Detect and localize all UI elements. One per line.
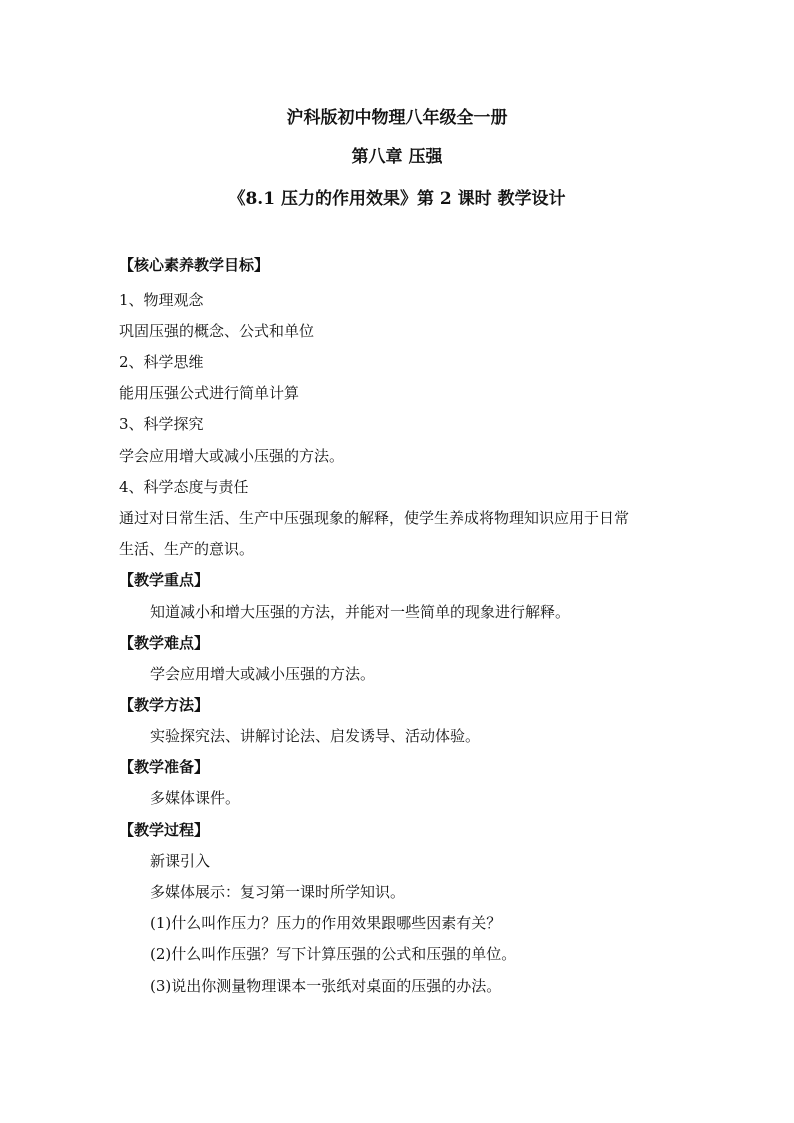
objective-text: 学会应用增大或减小压强的方法。 bbox=[119, 447, 345, 465]
objective-text: 能用压强公式进行简单计算 bbox=[119, 384, 300, 402]
key-points-text: 知道减小和增大压强的方法，并能对一些简单的现象进行解释。 bbox=[150, 603, 571, 621]
chapter-title: 第八章 压强 bbox=[351, 147, 443, 167]
objective-label: 4、科学态度与责任 bbox=[119, 478, 249, 496]
process-line: 新课引入 bbox=[150, 852, 211, 870]
lesson-title: 《8.1 压力的作用效果》第 2 课时 教学设计 bbox=[228, 189, 566, 209]
preparation-heading: 【教学准备】 bbox=[119, 758, 210, 776]
process-line: (1)什么叫作压力？压力的作用效果跟哪些因素有关？ bbox=[150, 914, 502, 932]
document-title: 沪科版初中物理八年级全一册 bbox=[286, 108, 508, 128]
objective-label: 1、物理观念 bbox=[119, 291, 204, 309]
key-points-heading: 【教学重点】 bbox=[119, 571, 210, 589]
methods-heading: 【教学方法】 bbox=[119, 696, 210, 714]
methods-text: 实验探究法、讲解讨论法、启发诱导、活动体验。 bbox=[150, 727, 481, 745]
process-line: 多媒体展示：复习第一课时所学知识。 bbox=[150, 883, 406, 901]
objective-label: 3、科学探究 bbox=[119, 415, 204, 433]
objective-text: 生活、生产的意识。 bbox=[119, 540, 255, 558]
preparation-text: 多媒体课件。 bbox=[150, 789, 241, 807]
objectives-heading: 【核心素养教学目标】 bbox=[119, 256, 270, 274]
objective-label: 2、科学思维 bbox=[119, 353, 204, 371]
process-line: (3)说出你测量物理课本一张纸对桌面的压强的办法。 bbox=[150, 977, 502, 995]
process-heading: 【教学过程】 bbox=[119, 821, 210, 839]
difficulties-heading: 【教学难点】 bbox=[119, 634, 210, 652]
process-line: (2)什么叫作压强？写下计算压强的公式和压强的单位。 bbox=[150, 945, 517, 963]
difficulties-text: 学会应用增大或减小压强的方法。 bbox=[150, 665, 376, 683]
objective-text: 通过对日常生活、生产中压强现象的解释，使学生养成将物理知识应用于日常 bbox=[119, 509, 630, 527]
objective-text: 巩固压强的概念、公式和单位 bbox=[119, 322, 315, 340]
